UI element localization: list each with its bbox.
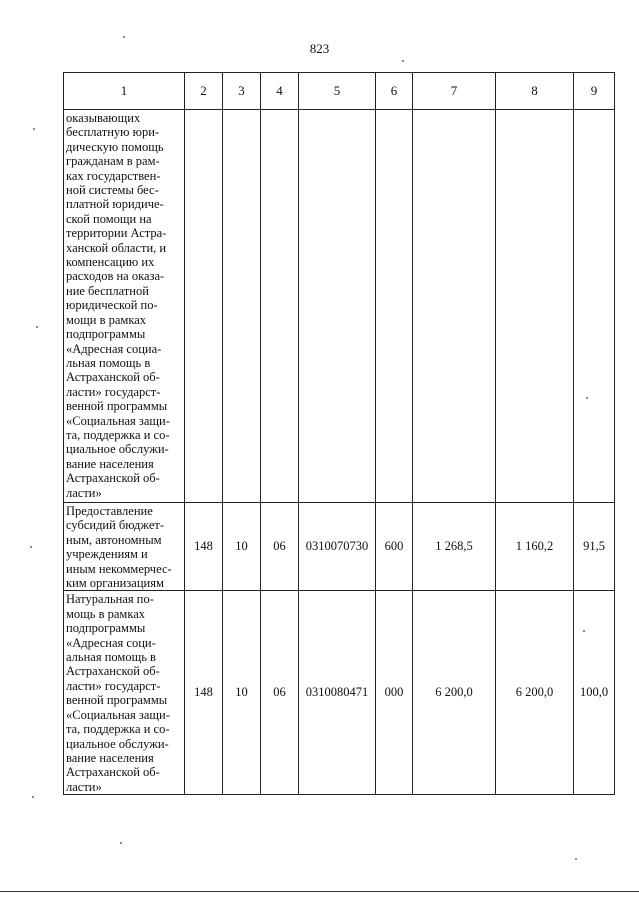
header-cell: 8 xyxy=(496,73,574,110)
scan-speck xyxy=(33,128,35,130)
cell-expense-type: 000 xyxy=(376,591,413,795)
scan-speck xyxy=(30,546,32,548)
header-cell: 4 xyxy=(261,73,299,110)
cell-percent xyxy=(574,110,615,503)
cell-subsection xyxy=(261,110,299,503)
cell-percent: 100,0 xyxy=(574,591,615,795)
cell-expense-type: 600 xyxy=(376,503,413,591)
table-row xyxy=(64,110,615,503)
scan-speck xyxy=(575,858,577,860)
budget-table xyxy=(63,72,615,795)
header-cell: 6 xyxy=(376,73,413,110)
cell-admin-code: 148 xyxy=(185,591,223,795)
header-cell: 9 xyxy=(574,73,615,110)
header-cell: 5 xyxy=(299,73,376,110)
scan-speck xyxy=(36,326,38,328)
scan-speck xyxy=(32,796,34,798)
cell-section: 10 xyxy=(223,503,261,591)
header-row xyxy=(64,73,615,110)
header-cell: 1 xyxy=(64,73,185,110)
scan-speck xyxy=(120,842,122,844)
scan-speck xyxy=(123,36,125,38)
cell-target-article xyxy=(299,110,376,503)
header-cell: 7 xyxy=(413,73,496,110)
page-number: 823 xyxy=(309,41,330,56)
scan-speck xyxy=(583,630,585,632)
table-row xyxy=(64,591,615,795)
cell-section xyxy=(223,110,261,503)
cell-target-article: 0310070730 xyxy=(299,503,376,591)
row-description: оказывающих бесплатную юри- дическую помощь гражданам в рам- ках государствен- ной системы бес- платной юридиче- ской помощи на территории Астра- ханской области, и компенсацию их расходов на оказа- ние бесплатной юридической по- мощи в рамках подпрограммы «Адресная социа- льная помощь в Астраханской об- ласти» государст- венной программы «Социальная защи- та, поддержка и со- циальное обслужи- вание населения Астраханской об- ласти» xyxy=(64,110,185,503)
cell-admin-code: 148 xyxy=(185,503,223,591)
header-cell: 2 xyxy=(185,73,223,110)
cell-value-8: 1 160,2 xyxy=(496,503,574,591)
cell-percent: 91,5 xyxy=(574,503,615,591)
header-cell: 3 xyxy=(223,73,261,110)
cell-value-8: 6 200,0 xyxy=(496,591,574,795)
cell-value-7 xyxy=(413,110,496,503)
cell-subsection: 06 xyxy=(261,503,299,591)
bottom-rule xyxy=(0,891,639,892)
cell-expense-type xyxy=(376,110,413,503)
cell-target-article: 0310080471 xyxy=(299,591,376,795)
row-description: Натуральная по- мощь в рамках подпрограммы «Адресная соци- альная помощь в Астраханской об- ласти» государст- венной программы «Социальная защи- та, поддержка и со- циальное обслужи- вание населения Астраханской об- ласти» xyxy=(64,591,185,795)
scan-speck xyxy=(586,397,588,399)
row-description: Предоставление субсидий бюджет- ным, автономным учреждениям и иным некоммерчес- ким организациям xyxy=(64,503,185,591)
cell-section: 10 xyxy=(223,591,261,795)
scan-speck xyxy=(402,60,404,62)
cell-subsection: 06 xyxy=(261,591,299,795)
cell-admin-code xyxy=(185,110,223,503)
cell-value-7: 6 200,0 xyxy=(413,591,496,795)
cell-value-8 xyxy=(496,110,574,503)
table-row xyxy=(64,503,615,591)
cell-value-7: 1 268,5 xyxy=(413,503,496,591)
